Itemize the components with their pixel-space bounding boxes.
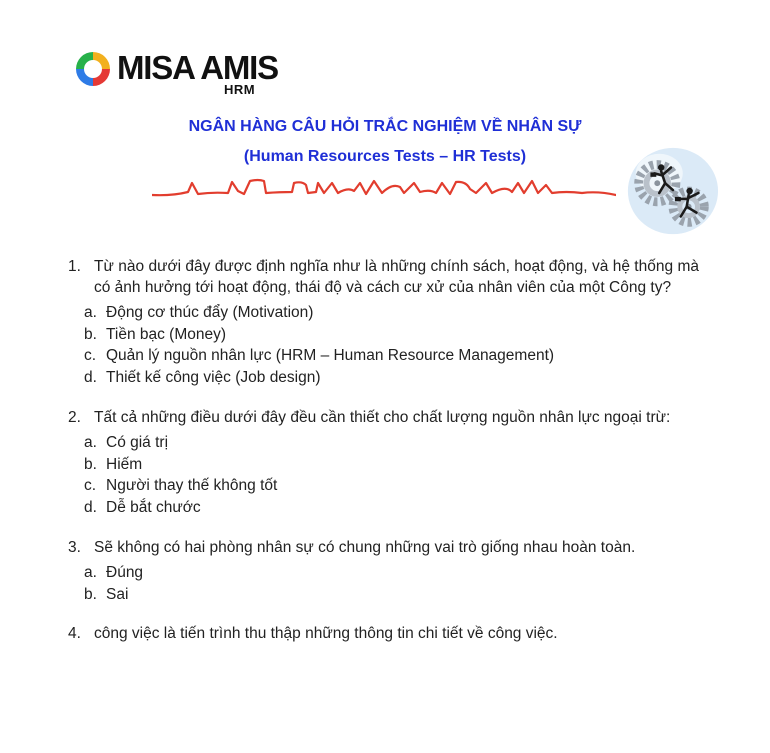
option-letter: b. bbox=[84, 455, 97, 473]
option-text: Thiết kế công việc (Job design) bbox=[106, 368, 321, 386]
answer-option bbox=[84, 367, 708, 389]
answer-option bbox=[84, 302, 708, 324]
answer-option bbox=[84, 497, 708, 519]
question-2 bbox=[68, 407, 708, 518]
answer-options bbox=[68, 562, 708, 605]
option-text: Đúng bbox=[106, 564, 144, 581]
decorative-divider bbox=[152, 175, 616, 201]
option-text: Quản lý nguồn nhân lực (HRM – Human Resource Management) bbox=[106, 347, 555, 364]
question-number: 1. bbox=[68, 258, 81, 275]
question-text: Tất cả những điều dưới đây đều cần thiết cho chất lượng nguồn nhân lực ngoại trừ: bbox=[94, 409, 671, 426]
question-text: công việc là tiến trình thu thập những thông tin chi tiết về công việc. bbox=[94, 625, 558, 642]
option-letter: b. bbox=[84, 325, 97, 343]
answer-option bbox=[84, 562, 708, 584]
question-text: Từ nào dưới đây được định nghĩa như là những chính sách, hoạt động, và hệ thống mà có ảnh hưởng tới hoạt động, thái độ và cách cư xử của nhân viên của một Công ty? bbox=[94, 258, 699, 296]
question-number: 2. bbox=[68, 409, 81, 426]
answer-option bbox=[84, 324, 708, 346]
question-3 bbox=[68, 537, 708, 605]
answer-option bbox=[84, 584, 708, 606]
misa-amis-logo bbox=[73, 47, 278, 99]
document-subtitle: (Human Resources Tests – HR Tests) bbox=[243, 148, 527, 165]
option-text: Động cơ thúc đẩy (Motivation) bbox=[106, 304, 314, 321]
option-text: Dễ bắt chước bbox=[106, 498, 201, 516]
option-letter: d. bbox=[84, 498, 97, 516]
option-text: Tiền bạc (Money) bbox=[106, 325, 227, 343]
option-letter: a. bbox=[84, 434, 97, 451]
option-text: Sai bbox=[106, 585, 129, 603]
logo-product-text: HRM bbox=[224, 82, 256, 97]
misa-logo-icon bbox=[73, 49, 113, 89]
question-number: 4. bbox=[68, 625, 81, 642]
answer-option bbox=[84, 432, 708, 454]
answer-option bbox=[84, 454, 708, 476]
answer-option bbox=[84, 475, 708, 497]
option-letter: d. bbox=[84, 368, 97, 386]
option-letter: b. bbox=[84, 585, 97, 603]
answer-options bbox=[68, 302, 708, 388]
answer-option bbox=[84, 345, 708, 367]
question-1 bbox=[68, 256, 708, 388]
gears-illustration bbox=[622, 144, 720, 242]
question-4 bbox=[68, 623, 708, 644]
question-list bbox=[68, 256, 708, 644]
option-letter: a. bbox=[84, 564, 97, 581]
option-letter: c. bbox=[84, 347, 97, 364]
option-letter: a. bbox=[84, 304, 97, 321]
document-title: NGÂN HÀNG CÂU HỎI TRẮC NGHIỆM VỀ NHÂN SỰ bbox=[188, 118, 582, 135]
question-number: 3. bbox=[68, 539, 81, 556]
answer-options bbox=[68, 432, 708, 518]
option-text: Có giá trị bbox=[106, 434, 169, 451]
option-letter: c. bbox=[84, 477, 97, 494]
option-text: Hiếm bbox=[106, 455, 143, 473]
option-text: Người thay thế không tốt bbox=[106, 477, 278, 494]
question-text: Sẽ không có hai phòng nhân sự có chung những vai trò giống nhau hoàn toàn. bbox=[94, 539, 636, 556]
logo-brand-text: MISA AMIS bbox=[117, 49, 278, 86]
